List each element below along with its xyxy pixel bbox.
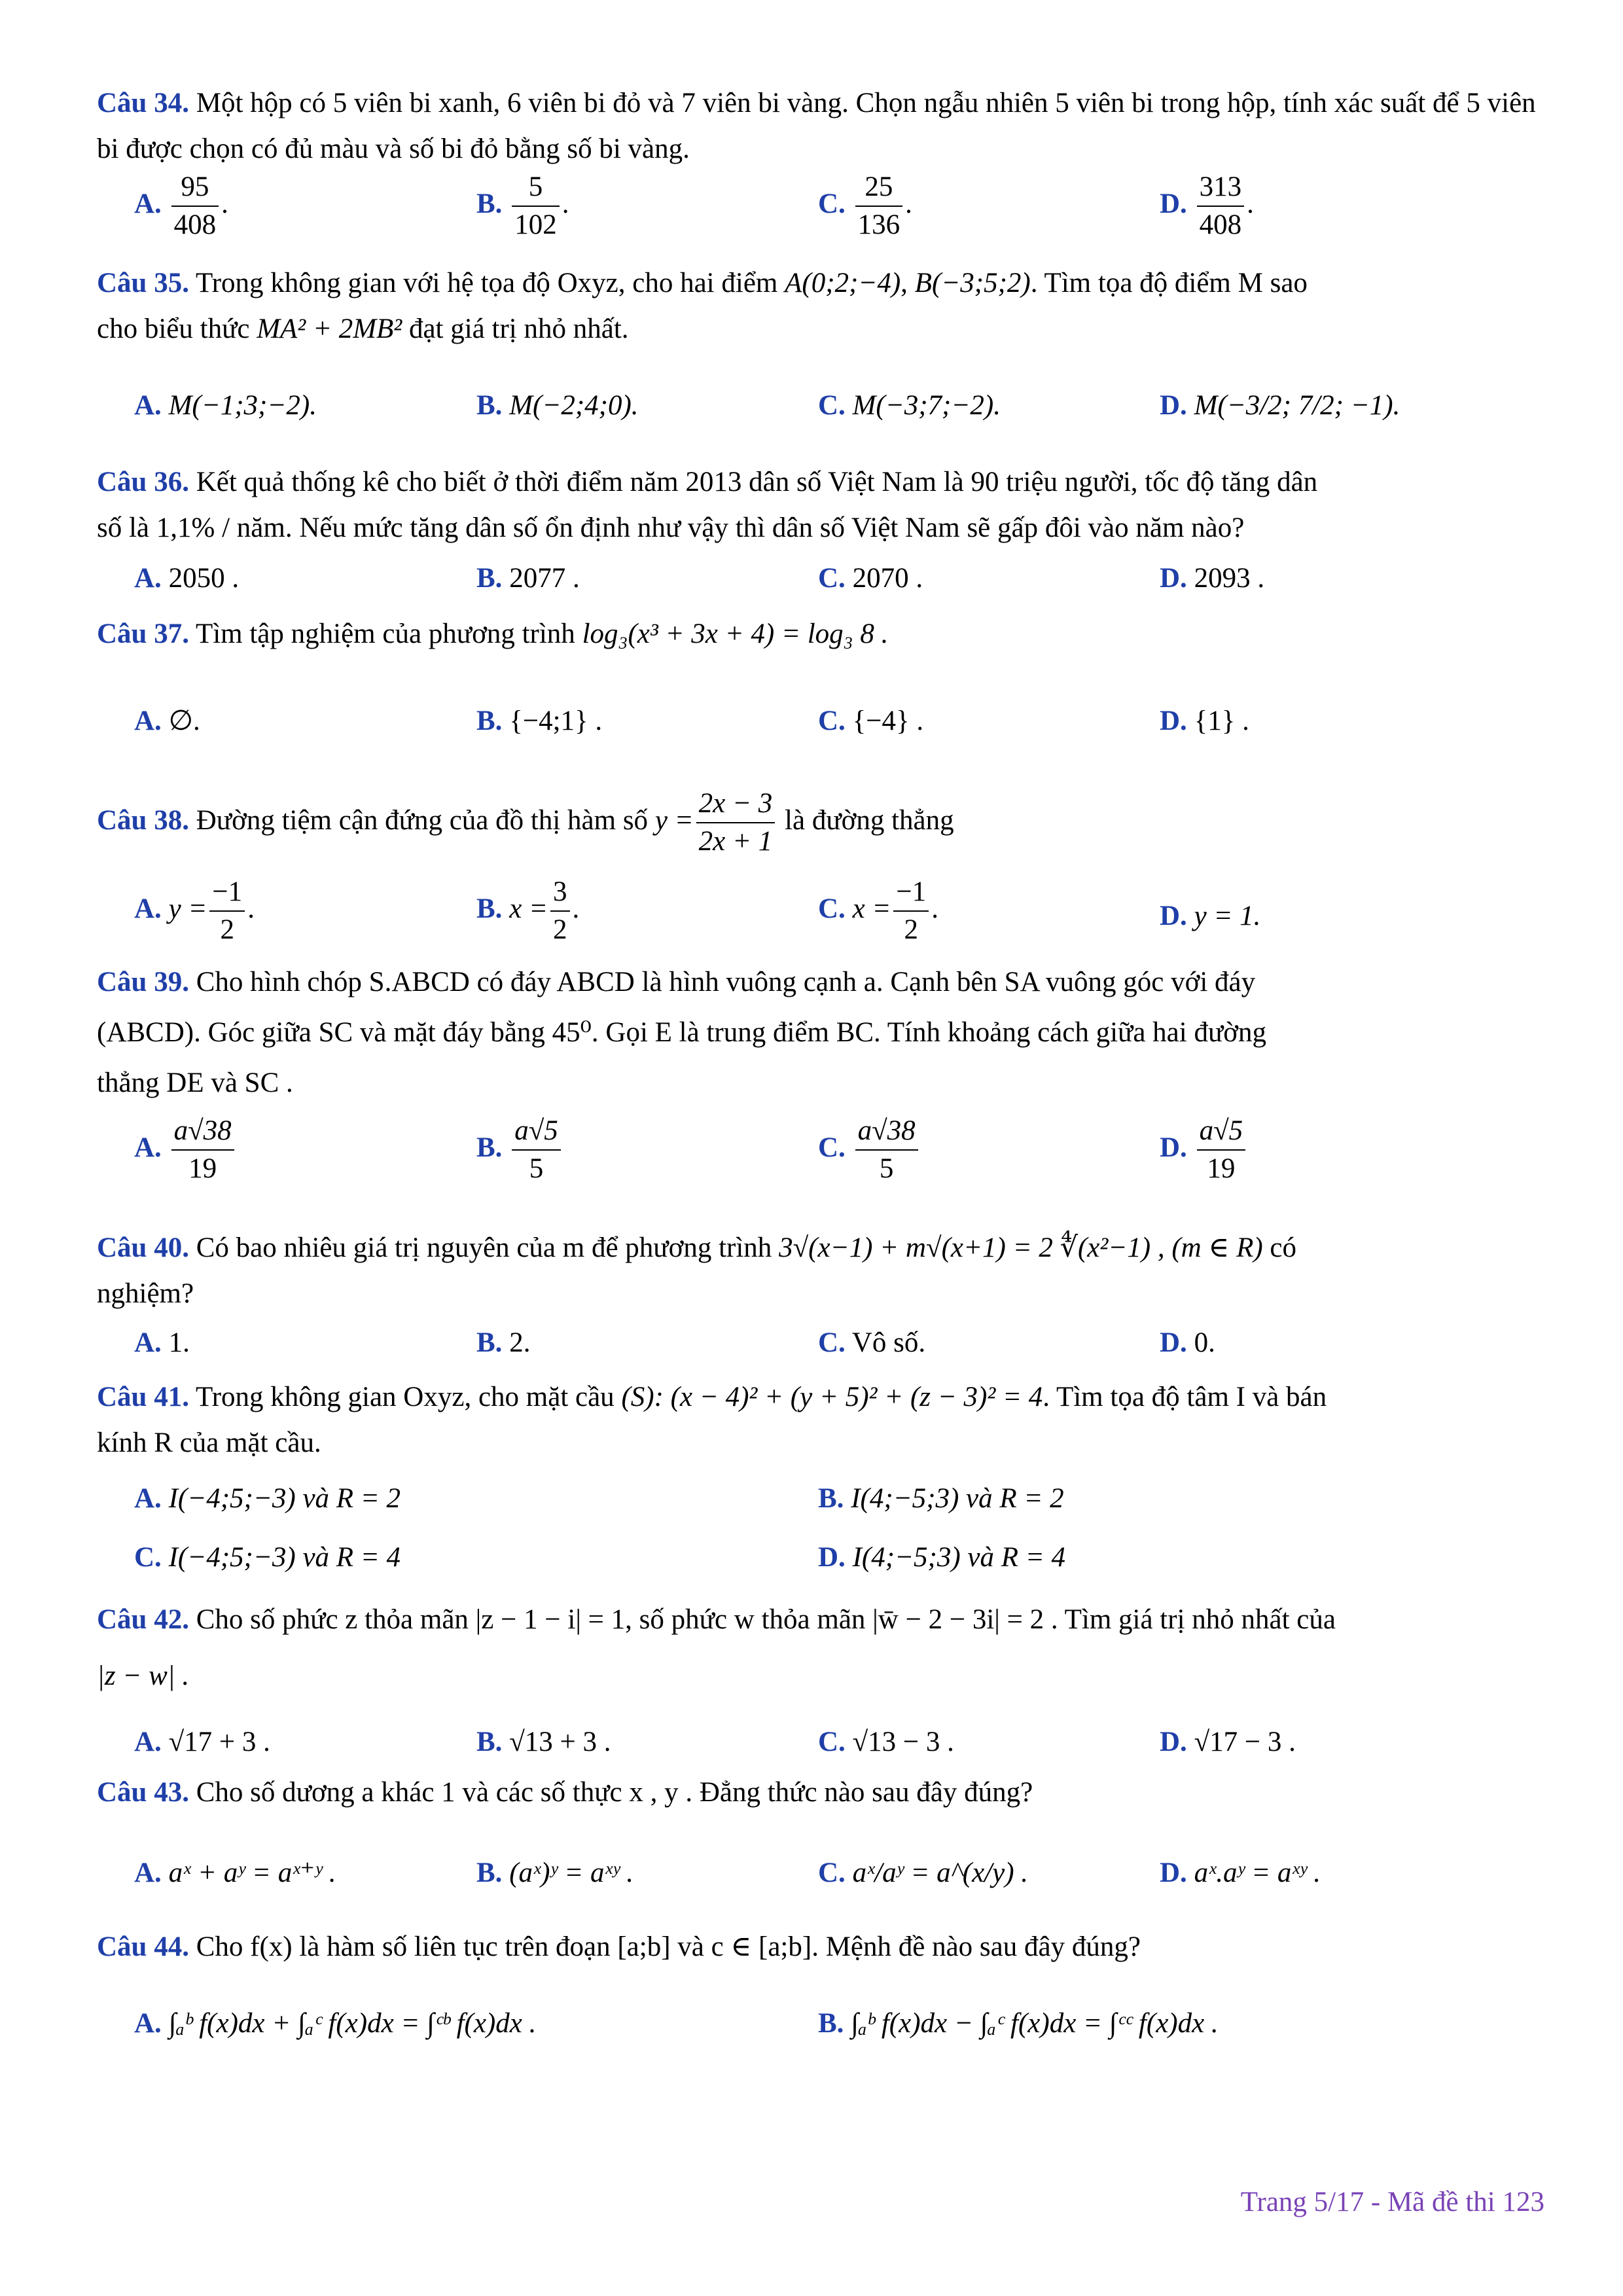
option-b[interactable]: B. (aˣ)ʸ = aˣʸ .: [476, 1857, 634, 1888]
option-d[interactable]: D. $\frac{a√5}{19}$: [1160, 1113, 1248, 1187]
option-a[interactable]: A. ∫ₐᵇ f(x)dx + ∫ₐᶜ f(x)dx = ∫ᶜᵇ f(x)dx .: [134, 2008, 537, 2039]
question-label: Câu 35.: [97, 268, 189, 298]
option-c[interactable]: C. M(−3;7;−2).: [818, 390, 1001, 421]
option-b[interactable]: B. 2077 .: [476, 563, 580, 594]
option-a[interactable]: A. $\frac{95}{408}$ .: [134, 169, 228, 243]
option-b[interactable]: B. {−4;1} .: [476, 706, 603, 736]
option-a[interactable]: A. y = $\frac{-1}{2}$ .: [134, 874, 255, 948]
option-c[interactable]: C. $\frac{a√38}{5}$: [818, 1113, 921, 1187]
question-label: Câu 41.: [97, 1382, 189, 1412]
question-37: Câu 37. Tìm tập nghiệm của phương trình log₃(x³ + 3x + 4) = log₃ 8 .: [97, 619, 889, 649]
question-39: Câu 39. Cho hình chóp S.ABCD có đáy ABCD là hình vuông cạnh a. Cạnh bên SA vuông góc với đáy (ABCD). Góc giữa SC và mặt đáy bằng 45⁰. Gọi E là trung điểm BC. Tính khoảng cách giữa hai đường thẳng DE và SC .: [97, 967, 1266, 1098]
question-41: Câu 41. Trong không gian Oxyz, cho mặt cầu (S): (x − 4)² + (y + 5)² + (z − 3)² = 4. Tìm tọa độ tâm I và bán kính R của mặt cầu.: [97, 1382, 1327, 1458]
page-footer: Trang 5/17 - Mã đề thi 123: [1240, 2187, 1544, 2217]
option-b[interactable]: B. $\frac{a√5}{5}$: [476, 1113, 563, 1187]
question-38: Câu 38. Đường tiệm cận đứng của đồ thị hàm số y = $\frac{2x - 3}{2x + 1}$ là đường thẳng: [97, 785, 954, 860]
option-d[interactable]: D. {1} .: [1160, 706, 1249, 736]
option-c[interactable]: C. {−4} .: [818, 706, 924, 736]
option-c[interactable]: C. Vô số.: [818, 1327, 926, 1358]
option-b[interactable]: B. ∫ₐᵇ f(x)dx − ∫ₐᶜ f(x)dx = ∫ᶜᶜ f(x)dx .: [818, 2008, 1219, 2039]
option-c[interactable]: C. 2070 .: [818, 563, 923, 594]
option-d[interactable]: D. $\frac{313}{408}$ .: [1160, 169, 1254, 243]
question-44: Câu 44. Cho f(x) là hàm số liên tục trên đoạn [a;b] và c ∈ [a;b]. Mệnh đề nào sau đây đúng?: [97, 1931, 1141, 1962]
question-40: Câu 40. Có bao nhiêu giá trị nguyên của m để phương trình 3√(x−1) + m√(x+1) = 2 ∜(x²−1) , (m ∈ R) có nghiệm?: [97, 1232, 1296, 1309]
option-d[interactable]: D. y = 1.: [1160, 901, 1261, 931]
option-b[interactable]: B. 2.: [476, 1327, 531, 1358]
question-label: Câu 43.: [97, 1777, 189, 1808]
question-35: Câu 35. Trong không gian với hệ tọa độ Oxyz, cho hai điểm A(0;2;−4), B(−3;5;2). Tìm tọa độ điểm M sao cho biểu thức MA² + 2MB² đạt giá trị nhỏ nhất.: [97, 268, 1308, 344]
option-b[interactable]: B. $\frac{5}{102}$ .: [476, 169, 569, 243]
option-b[interactable]: B. √13 + 3 .: [476, 1727, 611, 1757]
question-label: Câu 34.: [97, 88, 189, 118]
option-b[interactable]: B. I(4;−5;3) và R = 2: [818, 1483, 1064, 1514]
question-label: Câu 40.: [97, 1232, 189, 1263]
option-a[interactable]: A. 1.: [134, 1327, 190, 1358]
option-a[interactable]: A. $\frac{a√38}{19}$: [134, 1113, 237, 1187]
question-36: Câu 36. Kết quả thống kê cho biết ở thời điểm năm 2013 dân số Việt Nam là 90 triệu người, tốc độ tăng dân số là 1,1% / năm. Nếu mức tăng dân số ổn định như vậy thì dân số Việt Nam sẽ gấp đôi vào năm nào?: [97, 467, 1318, 543]
option-a[interactable]: A. I(−4;5;−3) và R = 2: [134, 1483, 401, 1514]
option-c[interactable]: C. aˣ/aʸ = a^(x/y) .: [818, 1857, 1029, 1888]
option-d[interactable]: D. 0.: [1160, 1327, 1215, 1358]
question-label: Câu 36.: [97, 467, 189, 497]
option-b[interactable]: B. x = $\frac{3}{2}$ .: [476, 874, 579, 948]
option-a[interactable]: A. √17 + 3 .: [134, 1727, 270, 1757]
question-43: Câu 43. Cho số dương a khác 1 và các số thực x , y . Đẳng thức nào sau đây đúng?: [97, 1777, 1033, 1808]
option-c[interactable]: C. $\frac{25}{136}$ .: [818, 169, 912, 243]
option-d[interactable]: D. 2093 .: [1160, 563, 1265, 594]
option-a[interactable]: A. 2050 .: [134, 563, 240, 594]
question-label: Câu 42.: [97, 1604, 189, 1635]
option-d[interactable]: D. √17 − 3 .: [1160, 1727, 1296, 1757]
question-34: [97, 81, 1537, 172]
option-c[interactable]: C. √13 − 3 .: [818, 1727, 954, 1757]
question-42: Câu 42. Cho số phức z thỏa mãn |z − 1 − i| = 1, số phức w thỏa mãn |w̄ − 2 − 3i| = 2 . Tìm giá trị nhỏ nhất của |z − w| .: [97, 1604, 1336, 1691]
option-d[interactable]: D. I(4;−5;3) và R = 4: [818, 1542, 1066, 1573]
option-d[interactable]: D. M(−3/2; 7/2; −1).: [1160, 390, 1400, 421]
question-text: Một hộp có 5 viên bi xanh, 6 viên bi đỏ và 7 viên bi vàng. Chọn ngẫu nhiên 5 viên bi trong hộp, tính xác suất để 5 viên bi được chọn có đủ màu và số bi đỏ bằng số bi vàng.: [97, 88, 1536, 164]
option-a[interactable]: A. M(−1;3;−2).: [134, 390, 317, 421]
question-label: Câu 37.: [97, 619, 189, 649]
option-d[interactable]: D. aˣ.aʸ = aˣʸ .: [1160, 1857, 1321, 1888]
option-a[interactable]: A. ∅.: [134, 706, 200, 736]
option-c[interactable]: C. I(−4;5;−3) và R = 4: [134, 1542, 401, 1573]
option-b[interactable]: B. M(−2;4;0).: [476, 390, 639, 421]
option-a[interactable]: A. aˣ + aʸ = aˣ⁺ʸ .: [134, 1857, 336, 1888]
option-c[interactable]: C. x = $\frac{-1}{2}$ .: [818, 874, 938, 948]
question-label: Câu 44.: [97, 1931, 189, 1962]
question-label: Câu 39.: [97, 967, 189, 997]
question-label: Câu 38.: [97, 804, 189, 836]
